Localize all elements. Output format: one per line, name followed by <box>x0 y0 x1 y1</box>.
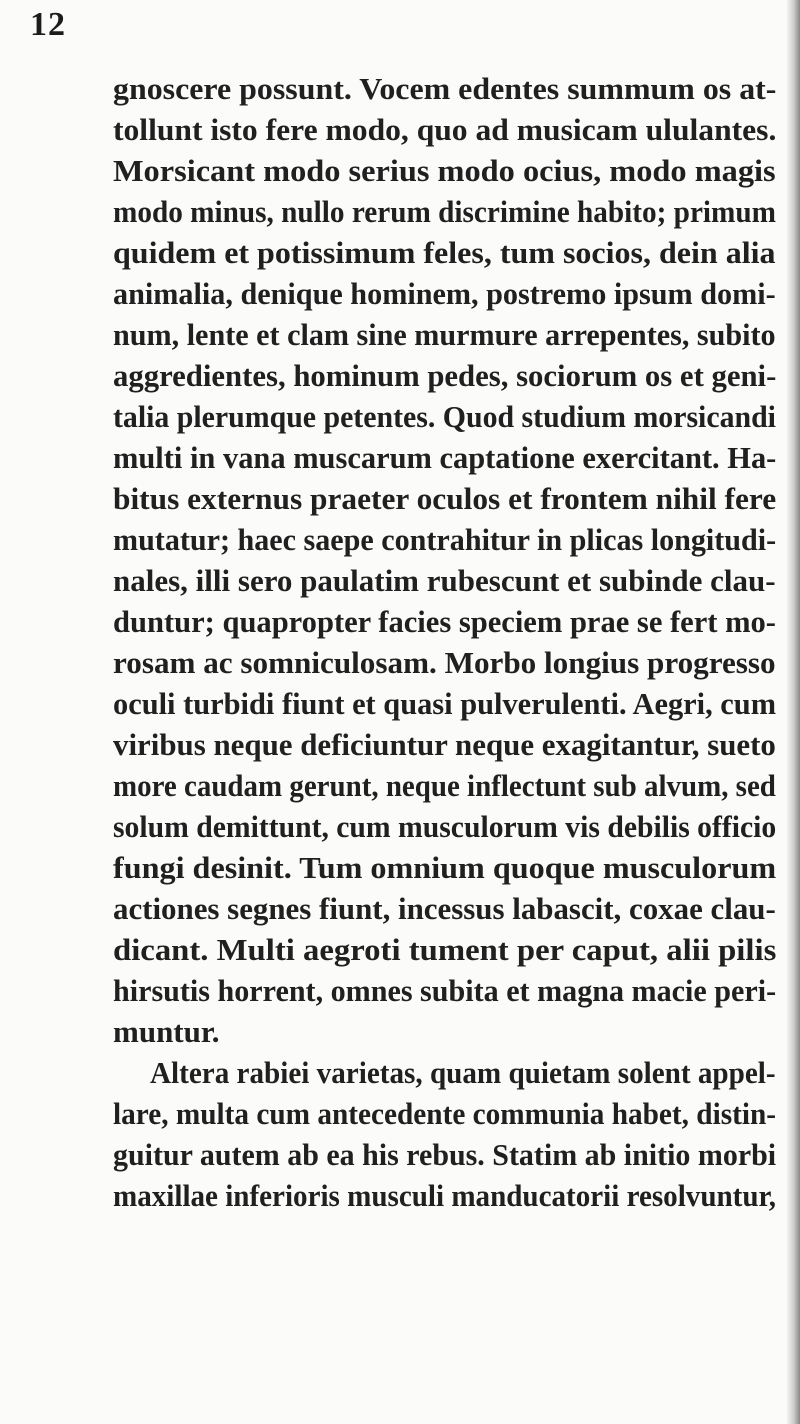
text-line: oculi turbidi fiunt et quasi pulverulenti. Aegri, cum <box>113 686 777 721</box>
text-line: muntur. <box>113 1014 220 1049</box>
page-number: 12 <box>30 6 66 43</box>
text-line: hirsutis horrent, omnes subita et magna macie peri- <box>113 973 777 1008</box>
text-line: actiones segnes fiunt, incessus labascit, coxae clau- <box>113 891 776 926</box>
text-line: dicant. Multi aegroti tument per caput, alii pilis <box>113 932 777 967</box>
text-line: talia plerumque petentes. Quod studium morsicandi <box>113 399 776 434</box>
text-line: nales, illi sero paulatim rubescunt et subinde clau- <box>113 563 776 598</box>
text-line: duntur; quapropter facies speciem prae se fert mo- <box>113 604 776 639</box>
text-line: rosam ac somniculosam. Morbo longius progresso <box>113 645 776 680</box>
text-line: viribus neque deficiuntur neque exagitantur, sueto <box>113 727 776 762</box>
text-line: Morsicant modo serius modo ocius, modo magis <box>113 153 776 188</box>
text-line: modo minus, nullo rerum discrimine habito; primum <box>113 194 777 229</box>
text-line: mutatur; haec saepe contrahitur in plicas longitudi- <box>113 522 777 557</box>
text-line: Altera rabiei varietas, quam quietam solent appel- <box>150 1055 776 1090</box>
text-line: guitur autem ab ea his rebus. Statim ab initio morbi <box>113 1137 777 1172</box>
text-line: num, lente et clam sine murmure arrepentes, subito <box>113 317 776 352</box>
text-line: maxillae inferioris musculi manducatorii resolvuntur, <box>113 1178 777 1213</box>
text-line: solum demittunt, cum musculorum vis debilis officio <box>113 809 777 844</box>
text-line: quidem et potissimum feles, tum socios, dein alia <box>113 235 776 270</box>
text-line: multi in vana muscarum captatione exercitant. Ha- <box>113 440 777 475</box>
text-line: animalia, denique hominem, postremo ipsum domi- <box>113 276 776 311</box>
text-line: fungi desinit. Tum omnium quoque musculorum <box>113 850 777 885</box>
text-line: gnoscere possunt. Vocem edentes summum os at- <box>113 71 777 106</box>
text-line: tollunt isto fere modo, quo ad musicam ululantes. <box>113 112 777 147</box>
page-edge-shadow <box>786 0 800 1424</box>
text-line: more caudam gerunt, neque inflectunt sub alvum, sed <box>113 768 776 803</box>
text-line: lare, multa cum antecedente communia habet, distin- <box>113 1096 777 1131</box>
text-line: aggredientes, hominum pedes, sociorum os et geni- <box>113 358 777 393</box>
text-line: bitus externus praeter oculos et frontem nihil fere <box>113 481 777 516</box>
